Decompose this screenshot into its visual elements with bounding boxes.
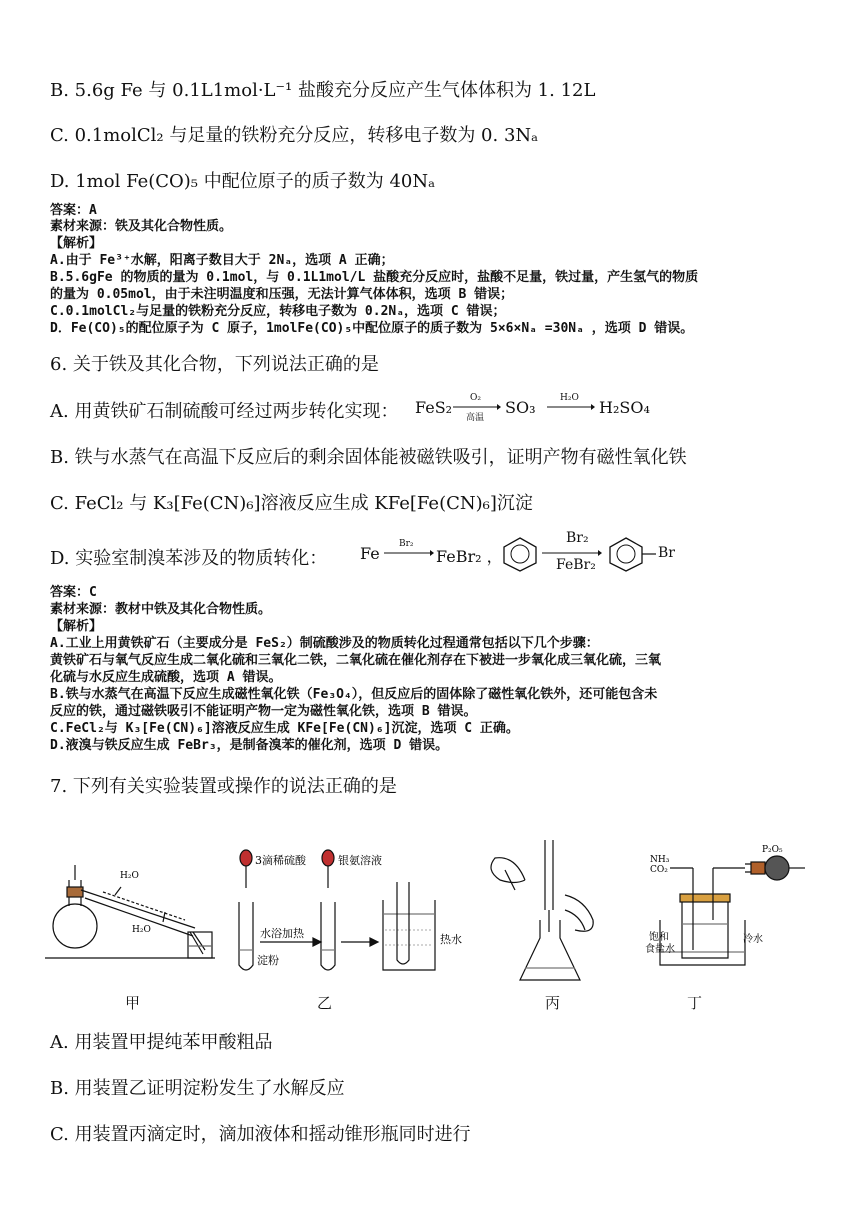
label-co2: CO₂	[650, 865, 668, 875]
q6-option-d: D. 实验室制溴苯涉及的物质转化：	[50, 548, 328, 569]
q5-option-b: B. 5.6g Fe 与 0.1L1mol·L⁻¹ 盐酸充分反应产生气体体积为 1. 12L	[50, 80, 596, 101]
q6-option-a-scheme	[415, 388, 675, 424]
q5-option-d: D. 1mol Fe(CO)₅ 中配位原子的质子数为 40Nₐ	[50, 171, 436, 192]
label-h2o-top: H₂O	[120, 871, 139, 881]
apparatus-ding	[660, 856, 805, 965]
scheme-fe: Fe	[360, 544, 380, 563]
apparatus-bing	[491, 840, 593, 980]
bromobenzene-icon	[606, 536, 666, 572]
scheme-febr2: FeBr₂ ，	[436, 547, 503, 566]
q6-option-b: B. 铁与水蒸气在高温下反应后的剩余固体能被磁铁吸引，证明产物有磁性氧化铁	[50, 447, 687, 468]
q6-answer: 答案：C	[50, 585, 97, 600]
arrow-icon	[453, 402, 501, 412]
q6-analysis-line: D.液溴与铁反应生成 FeBr₃，是制备溴苯的催化剂，选项 D 错误。	[50, 738, 449, 753]
label-brine-1: 饱和	[649, 932, 669, 943]
scheme-br2-top: Br₂	[566, 530, 589, 546]
label-hot-water: 热水	[440, 933, 462, 946]
label-brine-2: 食盐水	[645, 944, 675, 955]
q6-analysis-line: A.工业上用黄铁矿石（主要成分是 FeS₂）制硫酸涉及的物质转化过程通常包括以下几个步骤：	[50, 636, 599, 651]
arrow-icon	[384, 548, 434, 558]
q6-source: 素材来源：教材中铁及其化合物性质。	[50, 602, 272, 617]
label-silver: 银氨溶液	[338, 854, 382, 867]
apparatus-drawing	[45, 840, 825, 1020]
q5-answer: 答案：A	[50, 203, 97, 218]
scheme-br-substituent: Br	[658, 545, 675, 561]
q6-stem: 6. 关于铁及其化合物，下列说法正确的是	[50, 354, 379, 375]
q6-analysis-line: B.铁与水蒸气在高温下反应生成磁性氧化铁（Fe₃O₄），但反应后的固体除了磁性氧化铁外，还可能包含未	[50, 687, 658, 702]
q6-option-d-scheme	[360, 530, 690, 578]
q5-source: 素材来源：铁及其化合物性质。	[50, 219, 233, 234]
label-starch: 淀粉	[257, 954, 279, 967]
q7-option-c: C. 用装置丙滴定时，滴加液体和摇动锥形瓶同时进行	[50, 1124, 471, 1145]
q5-analysis-line: B.5.6gFe 的物质的量为 0.1mol，与 0.1L1mol/L 盐酸充分反应时，盐酸不足量，铁过量，产生氢气的物质	[50, 270, 699, 285]
q7-option-a: A. 用装置甲提纯苯甲酸粗品	[50, 1032, 273, 1053]
apparatus-yi	[239, 850, 435, 970]
q5-analysis-line: 的量为 0.05mol，由于未注明温度和压强，无法计算气体体积，选项 B 错误；	[50, 287, 514, 302]
caption-yi: 乙	[317, 994, 333, 1012]
scheme-intermediate: SO₃	[505, 398, 536, 417]
scheme-product: H₂SO₄	[599, 398, 650, 417]
q5-option-c: C. 0.1molCl₂ 与足量的铁粉充分反应，转移电子数为 0. 3Nₐ	[50, 125, 539, 146]
q6-analysis-line: C.FeCl₂与 K₃[Fe(CN)₆]溶液反应生成 KFe[Fe(CN)₆]沉淀，选项 C 正确。	[50, 721, 519, 736]
q5-analysis-heading: 【解析】	[50, 236, 103, 251]
scheme-cond-bot: 高温	[466, 413, 485, 423]
q5-analysis-line: C.0.1molCl₂与足量的铁粉充分反应，转移电子数为 0.2Nₐ，选项 C 错误；	[50, 304, 506, 319]
caption-ding: 丁	[687, 994, 703, 1012]
scheme-cond-top: O₂	[470, 393, 481, 403]
q7-apparatus-figure	[45, 840, 825, 1020]
label-acid: 3滴稀硫酸	[255, 854, 306, 867]
caption-jia: 甲	[125, 994, 141, 1012]
scheme-cond-top-2: H₂O	[560, 393, 579, 403]
q6-option-a	[50, 397, 398, 423]
q6-analysis-heading: 【解析】	[50, 619, 103, 634]
label-nh3: NH₃	[650, 855, 670, 865]
label-p2o5: P₂O₅	[762, 845, 783, 855]
q6-analysis-line: 反应的铁，通过磁铁吸引不能证明产物一定为磁性氧化铁，选项 B 错误。	[50, 704, 477, 719]
q7-option-b: B. 用装置乙证明淀粉发生了水解反应	[50, 1078, 345, 1099]
label-bath: 水浴加热	[260, 927, 304, 940]
benzene-icon	[500, 536, 540, 572]
q5-analysis-line: D．Fe(CO)₅的配位原子为 C 原子，1molFe(CO)₅中配位原子的质子数为 5×6×Nₐ =30Nₐ ，选项 D 错误。	[50, 321, 694, 336]
q6-option-a-text: A. 用黄铁矿石制硫酸可经过两步转化实现：	[50, 401, 399, 422]
scheme-br2-cond: Br₂	[399, 539, 414, 549]
q5-analysis-line: A.由于 Fe³⁺水解，阳离子数目大于 2Nₐ，选项 A 正确；	[50, 253, 394, 268]
scheme-febr2-bot: FeBr₂	[556, 557, 596, 573]
scheme-reactant: FeS₂	[415, 398, 453, 417]
arrow-icon	[547, 402, 595, 412]
q7-stem: 7. 下列有关实验装置或操作的说法正确的是	[50, 776, 397, 797]
q6-option-c: C. FeCl₂ 与 K₃[Fe(CN)₆]溶液反应生成 KFe[Fe(CN)₆]沉淀	[50, 493, 533, 514]
label-h2o-bot: H₂O	[132, 925, 151, 935]
caption-bing: 丙	[545, 994, 561, 1012]
label-cold-water: 冷水	[743, 934, 763, 945]
q6-analysis-line: 黄铁矿石与氧气反应生成二氧化硫和三氧化二铁，二氧化硫在催化剂存在下被进一步氧化成三氧化硫，三氧	[50, 653, 662, 668]
q6-analysis-line: 化硫与水反应生成硫酸，选项 A 错误。	[50, 670, 282, 685]
